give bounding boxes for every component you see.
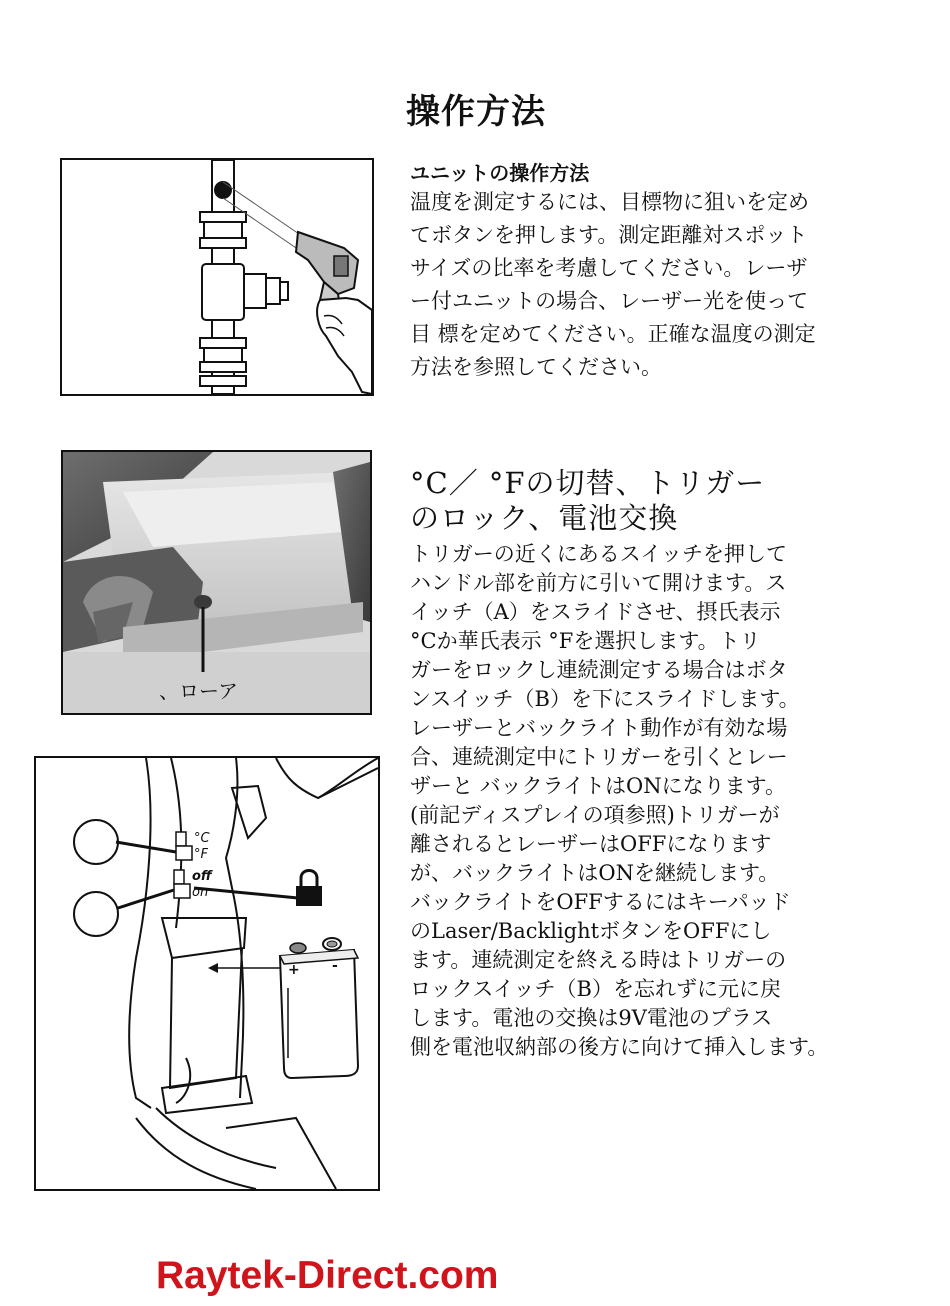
paragraph-line: 離されるとレーザーはOFFになります (410, 832, 772, 856)
paragraph-line: 温度を測定するには、目標物に狙いを定め (410, 190, 809, 214)
pipe-measurement-illustration (60, 158, 374, 396)
off-label: off (192, 869, 212, 884)
paragraph-line: °Cか華氏表示 °Fを選択します。トリ (410, 629, 761, 653)
paragraph-line: ます。連続測定を終える時はトリガーの (410, 948, 787, 972)
battery-icon (280, 938, 358, 1078)
paragraph-line: ハンドル部を前方に引いて開けます。ス (410, 571, 787, 595)
paragraph-line: 目 標を定めてください。正確な温度の測定 (410, 322, 816, 346)
battery-switch-drawing (36, 758, 378, 1189)
switch-callout-label: 、ローア (159, 679, 238, 703)
paragraph-line: ロックスイッチ（B）を忘れずに元に戻 (410, 977, 781, 1001)
fahrenheit-label: °F (194, 847, 208, 862)
paragraph-line: サイズの比率を考慮してください。レーザ (410, 256, 808, 280)
battery-minus-label: - (332, 958, 338, 974)
unit-operation-section (410, 160, 880, 384)
switch-heading-line: のロック、電池交換 (410, 501, 679, 535)
paragraph-line: 合、連続測定中にトリガーを引くとレー (410, 745, 788, 769)
paragraph-line: 側を電池収納部の後方に向けて挿入します。 (410, 1035, 829, 1059)
paragraph-line: のLaser/BacklightボタンをOFFにし (410, 919, 772, 943)
on-label: on (192, 885, 209, 900)
unit-operation-heading: ユニットの操作方法 (410, 161, 590, 185)
paragraph-line: バックライトをOFFするにはキーパッド (410, 890, 791, 914)
paragraph-line: トリガーの近くにあるスイッチを押して (410, 542, 787, 566)
paragraph-line: が、バックライトはONを継続します。 (410, 861, 780, 885)
callout-circle-a (74, 820, 118, 864)
switch-photo-drawing (63, 452, 370, 713)
switch-photo (61, 450, 372, 715)
pipe-thermometer-drawing (62, 160, 372, 394)
paragraph-line: ー付ユニットの場合、レーザー光を使って (410, 289, 809, 313)
paragraph-line: ザーと バックライトはONになります。 (410, 774, 786, 798)
battery-switch-diagram (34, 756, 380, 1191)
paragraph-line: 方法を参照してください。 (410, 355, 662, 379)
page-title: 操作方法 (406, 92, 546, 132)
footer-brand: Raytek-Direct.com (156, 1254, 499, 1297)
paragraph-line: ガーをロックし連続測定する場合はボタ (410, 658, 788, 682)
celsius-label: °C (194, 831, 210, 846)
paragraph-line: します。電池の交換は9V電池のプラス (410, 1006, 773, 1030)
battery-plus-label: + (288, 962, 300, 978)
paragraph-line: イッチ（A）をスライドさせ、摂氏表示 (410, 600, 781, 624)
switch-battery-section (410, 466, 890, 1062)
thermometer-icon (296, 232, 372, 394)
paragraph-line: てボタンを押します。測定距離対スポット (410, 223, 808, 247)
lock-icon (194, 871, 322, 907)
paragraph-line: レーザーとバックライト動作が有効な場 (410, 716, 788, 740)
callout-circle-b (74, 892, 118, 936)
switch-heading-line: °C／ °Fの切替、トリガー (410, 466, 766, 500)
paragraph-line: ンスイッチ（B）を下にスライドします。 (410, 687, 800, 711)
paragraph-line: (前記ディスプレイの項参照)トリガーが (410, 803, 780, 827)
